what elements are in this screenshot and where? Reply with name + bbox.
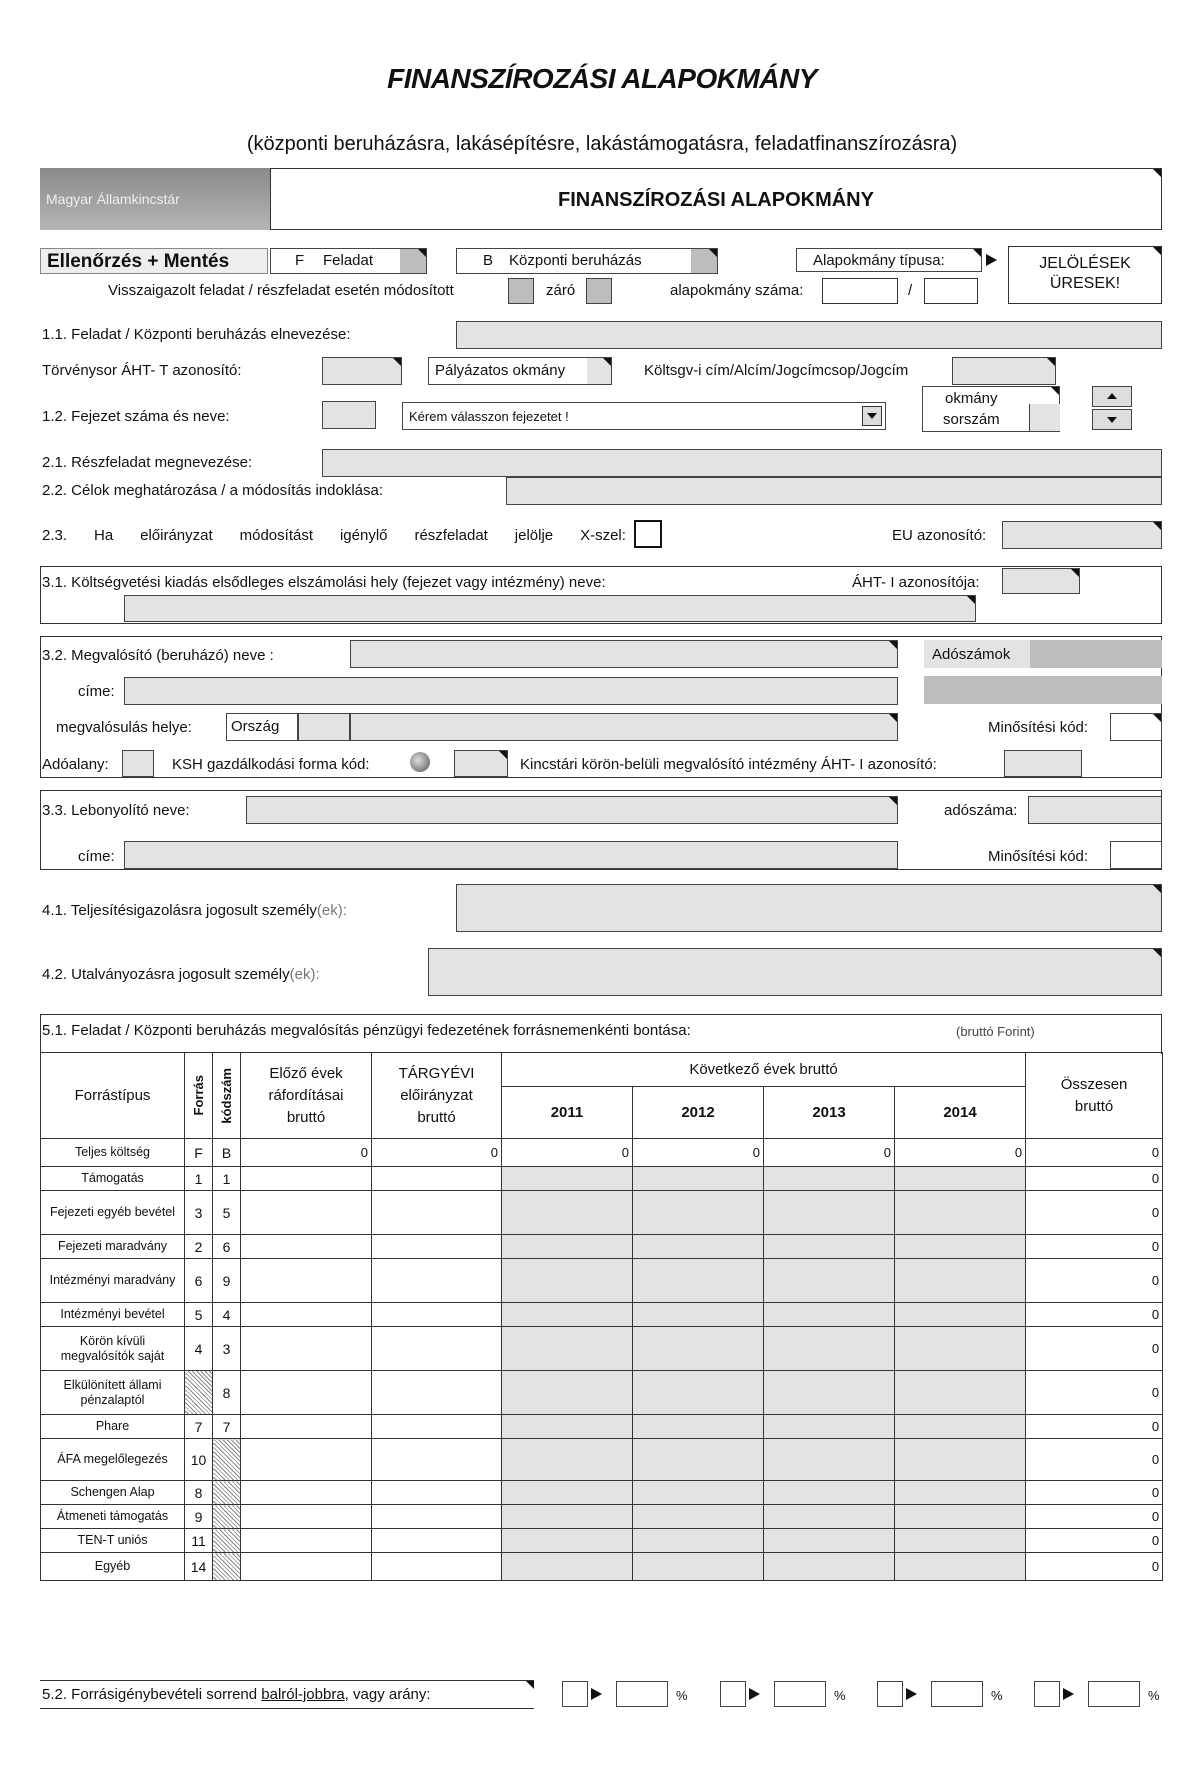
row-label: Támogatás	[41, 1167, 185, 1191]
primary-settlement-label: 3.1. Költségvetési kiadás elsődleges elszámolási hely (fejezet vagy intézmény) neve:	[42, 574, 606, 591]
row-input-cell[interactable]	[895, 1327, 1026, 1371]
row-input-cell[interactable]	[372, 1505, 502, 1529]
manager-qual-code-input[interactable]	[1110, 841, 1162, 869]
manager-label: 3.3. Lebonyolító neve:	[42, 802, 190, 819]
row-input-cell[interactable]	[764, 1505, 895, 1529]
eu-id-label: EU azonosító:	[892, 527, 987, 544]
arrow-right-icon	[591, 1688, 602, 1700]
row-input-cell[interactable]	[633, 1191, 764, 1235]
serial-up-button[interactable]	[1092, 386, 1132, 407]
row-input-cell[interactable]	[241, 1235, 372, 1259]
row-source: F	[185, 1139, 213, 1167]
row-input-cell[interactable]	[764, 1553, 895, 1581]
eu-id-input[interactable]	[1002, 521, 1162, 549]
table-row	[41, 1481, 1163, 1505]
row-input-cell[interactable]	[764, 1259, 895, 1303]
row-input-cell[interactable]	[895, 1303, 1026, 1327]
row-label: Körön kívüli megvalósítók saját	[41, 1327, 185, 1371]
budget-label: Költsgv-i cím/Alcím/Jogcímcsop/Jogcím	[644, 362, 909, 379]
row-input-cell[interactable]	[895, 1259, 1026, 1303]
row-input-cell[interactable]	[895, 1371, 1026, 1415]
doc-number-slash: /	[908, 282, 913, 299]
row-input-cell[interactable]	[895, 1167, 1026, 1191]
marks-empty-line1: JELÖLÉSEK	[1039, 255, 1131, 272]
manager-tax-label: adószáma:	[944, 802, 1018, 819]
row-label: Teljes költség	[41, 1139, 185, 1167]
aht-i-label: ÁHT- I azonosítója:	[852, 574, 980, 591]
row-total-cell: 0	[1026, 1139, 1163, 1167]
row-value-cell: 0	[502, 1139, 633, 1167]
type-feladat-field[interactable]: F Feladat	[270, 248, 427, 274]
row-input-cell[interactable]	[241, 1167, 372, 1191]
col-source-type: Forrástípus	[41, 1053, 185, 1139]
row-label: Schengen Alap	[41, 1481, 185, 1505]
row-input-cell[interactable]	[241, 1529, 372, 1553]
chevron-down-icon[interactable]	[862, 406, 882, 426]
funding-breakdown-label: 5.1. Feladat / Központi beruházás megvalósítás pénzügyi fedezetének forrásnemenkénti bontása:	[42, 1022, 691, 1039]
modification-checkbox[interactable]	[634, 520, 662, 548]
row-total-cell: 0	[1026, 1235, 1163, 1259]
place-input[interactable]	[350, 713, 898, 741]
row-input-cell[interactable]	[372, 1303, 502, 1327]
row-input-cell[interactable]	[502, 1481, 633, 1505]
form-title-box	[270, 168, 1162, 230]
source-order-label: 5.2. Forrásigénybevételi sorrend balról-jobbra, vagy arány:	[42, 1686, 431, 1703]
row-input-cell[interactable]	[372, 1553, 502, 1581]
place-label: megvalósulás helye:	[56, 719, 192, 736]
implementer-address-label: címe:	[78, 683, 115, 700]
subtask-label: 2.1. Részfeladat megnevezése:	[42, 454, 253, 471]
row-input-cell[interactable]	[502, 1505, 633, 1529]
row-code: 4	[213, 1303, 241, 1327]
aht-i-input[interactable]	[1002, 568, 1080, 594]
row-label: Egyéb	[41, 1553, 185, 1581]
implementer-label: 3.2. Megvalósító (beruházó) neve :	[42, 647, 274, 664]
col-current: TÁRGYÉVI előirányzat bruttó	[372, 1053, 502, 1139]
row-input-cell[interactable]	[502, 1439, 633, 1481]
row-source: 8	[185, 1481, 213, 1505]
closing-label: záró	[546, 282, 576, 299]
col-previous: Előző évek ráfordításai bruttó	[241, 1053, 372, 1139]
row-label: Intézményi bevétel	[41, 1303, 185, 1327]
manager-qual-code-label: Minősítési kód:	[988, 848, 1089, 865]
doc-number-label: alapokmány száma:	[670, 282, 804, 299]
row-input-cell[interactable]	[764, 1235, 895, 1259]
row-input-cell[interactable]	[764, 1327, 895, 1371]
row-total-cell: 0	[1026, 1439, 1163, 1481]
modified-checkbox[interactable]	[508, 278, 534, 304]
row-input-cell[interactable]	[372, 1259, 502, 1303]
row-input-cell[interactable]	[241, 1259, 372, 1303]
manager-address-label: címe:	[78, 848, 115, 865]
row-input-cell[interactable]	[764, 1303, 895, 1327]
arrow-right-icon	[906, 1688, 917, 1700]
row-input-cell[interactable]	[372, 1167, 502, 1191]
row-input-cell[interactable]	[633, 1505, 764, 1529]
row-code: 7	[213, 1415, 241, 1439]
order-position-input[interactable]	[877, 1681, 903, 1707]
row-source: 3	[185, 1191, 213, 1235]
row-label: Elkülönített állami pénzalaptól	[41, 1371, 185, 1415]
row-input-cell[interactable]	[241, 1439, 372, 1481]
row-input-cell[interactable]	[895, 1505, 1026, 1529]
row-total-cell: 0	[1026, 1259, 1163, 1303]
row-input-cell[interactable]	[372, 1371, 502, 1415]
order-position-input[interactable]	[562, 1681, 588, 1707]
col-year: 2014	[895, 1087, 1026, 1139]
tax-number-input-1[interactable]	[1030, 640, 1162, 668]
row-input-cell[interactable]	[633, 1529, 764, 1553]
row-input-cell[interactable]	[502, 1191, 633, 1235]
percent-label: %	[991, 1688, 1003, 1703]
row-value-cell: 0	[895, 1139, 1026, 1167]
row-input-cell[interactable]	[633, 1553, 764, 1581]
row-input-cell[interactable]	[372, 1439, 502, 1481]
row-source: 14	[185, 1553, 213, 1581]
row-input-cell[interactable]	[895, 1191, 1026, 1235]
row-source: 10	[185, 1439, 213, 1481]
table-row	[41, 1139, 1163, 1167]
row-input-cell[interactable]	[241, 1191, 372, 1235]
row-input-cell[interactable]	[895, 1235, 1026, 1259]
row-label: Fejezeti egyéb bevétel	[41, 1191, 185, 1235]
globe-icon[interactable]	[410, 752, 430, 772]
subtask-input[interactable]	[322, 449, 1162, 477]
certifier-input[interactable]	[456, 884, 1162, 932]
closing-checkbox[interactable]	[586, 278, 612, 304]
row-label: Intézményi maradvány	[41, 1259, 185, 1303]
row-input-cell[interactable]	[372, 1415, 502, 1439]
row-input-cell[interactable]	[502, 1529, 633, 1553]
row-code	[213, 1481, 241, 1505]
chapter-select[interactable]: Kérem válasszon fejezetet !	[402, 402, 886, 430]
row-input-cell[interactable]	[241, 1415, 372, 1439]
row-input-cell[interactable]	[764, 1439, 895, 1481]
modification-label: 2.3. Ha előirányzat módosítást igénylő részfeladat jelölje X-szel:	[42, 527, 626, 544]
row-input-cell[interactable]	[633, 1327, 764, 1371]
order-ratio-input[interactable]	[774, 1681, 826, 1707]
country-field: Ország	[226, 713, 298, 741]
row-code: B	[213, 1139, 241, 1167]
treasury-input[interactable]	[1004, 750, 1082, 777]
ksh-label: KSH gazdálkodási forma kód:	[172, 756, 370, 773]
col-source: Forrás	[185, 1053, 213, 1139]
percent-label: %	[676, 1688, 688, 1703]
row-code: 1	[213, 1167, 241, 1191]
row-total-cell: 0	[1026, 1553, 1163, 1581]
row-label: ÁFA megelőlegezés	[41, 1439, 185, 1481]
aht-t-input[interactable]	[322, 357, 402, 385]
row-input-cell[interactable]	[633, 1259, 764, 1303]
tender-doc-field[interactable]: Pályázatos okmány	[428, 357, 612, 385]
subtitle: (központi beruházásra, lakásépítésre, lakástámogatásra, feladatfinanszírozásra)	[246, 133, 958, 155]
country-input[interactable]	[298, 713, 350, 741]
budget-input[interactable]	[952, 357, 1056, 385]
row-input-cell[interactable]	[764, 1415, 895, 1439]
row-total-cell: 0	[1026, 1371, 1163, 1415]
row-source: 6	[185, 1259, 213, 1303]
row-code: 6	[213, 1235, 241, 1259]
row-input-cell[interactable]	[502, 1235, 633, 1259]
row-code: 8	[213, 1371, 241, 1415]
tax-numbers-box: Adószámok	[924, 640, 1162, 668]
row-value-cell: 0	[241, 1139, 372, 1167]
chapter-label: 1.2. Fejezet száma és neve:	[42, 408, 230, 425]
row-total-cell: 0	[1026, 1167, 1163, 1191]
marks-empty-box	[1008, 246, 1162, 304]
qual-code-label: Minősítési kód:	[988, 719, 1089, 736]
row-input-cell[interactable]	[895, 1553, 1026, 1581]
row-value-cell: 0	[372, 1139, 502, 1167]
order-ratio-input[interactable]	[616, 1681, 668, 1707]
col-year: 2012	[633, 1087, 764, 1139]
aht-t-label: Törvénysor ÁHT- T azonosító:	[42, 362, 242, 379]
main-title: FINANSZÍROZÁSI ALAPOKMÁNY	[387, 63, 817, 94]
manager-tax-input[interactable]	[1028, 796, 1162, 824]
percent-label: %	[834, 1688, 846, 1703]
type-kozponti-field[interactable]: B Központi beruházás	[456, 248, 718, 274]
row-input-cell[interactable]	[633, 1415, 764, 1439]
order-ratio-input[interactable]	[1088, 1681, 1140, 1707]
row-input-cell[interactable]	[895, 1415, 1026, 1439]
row-input-cell[interactable]	[241, 1303, 372, 1327]
row-input-cell[interactable]	[895, 1529, 1026, 1553]
authorizer-label: 4.2. Utalványozásra jogosult személy(ek):	[42, 966, 320, 983]
doc-type-field: Alapokmány típusa:	[796, 248, 982, 272]
row-input-cell[interactable]	[372, 1191, 502, 1235]
task-name-input[interactable]	[456, 321, 1162, 349]
row-value-cell: 0	[633, 1139, 764, 1167]
serial-down-button[interactable]	[1092, 409, 1132, 430]
row-source: 11	[185, 1529, 213, 1553]
row-code	[213, 1505, 241, 1529]
taxpayer-label: Adóalany:	[42, 756, 109, 773]
row-source: 9	[185, 1505, 213, 1529]
row-input-cell[interactable]	[372, 1529, 502, 1553]
row-total-cell: 0	[1026, 1529, 1163, 1553]
authorizer-input[interactable]	[428, 948, 1162, 996]
logo	[40, 168, 270, 230]
implementer-address-input[interactable]	[124, 677, 898, 705]
row-input-cell[interactable]	[502, 1327, 633, 1371]
row-source	[185, 1371, 213, 1415]
row-input-cell[interactable]	[764, 1371, 895, 1415]
row-input-cell[interactable]	[502, 1259, 633, 1303]
row-input-cell[interactable]	[633, 1235, 764, 1259]
row-label: Átmeneti támogatás	[41, 1505, 185, 1529]
order-position-input[interactable]	[1034, 1681, 1060, 1707]
funding-table	[40, 1052, 1163, 1581]
row-source: 7	[185, 1415, 213, 1439]
row-code: 3	[213, 1327, 241, 1371]
row-input-cell[interactable]	[895, 1439, 1026, 1481]
arrow-right-icon	[1063, 1688, 1074, 1700]
table-row	[41, 1259, 1163, 1303]
table-row	[41, 1303, 1163, 1327]
row-total-cell: 0	[1026, 1415, 1163, 1439]
check-save-button[interactable]: Ellenőrzés + Mentés	[40, 248, 268, 274]
row-input-cell[interactable]	[372, 1327, 502, 1371]
doc-number-field-2[interactable]	[924, 278, 978, 304]
goals-input[interactable]	[506, 477, 1162, 505]
chevron-down-icon	[1107, 417, 1117, 423]
row-input-cell[interactable]	[502, 1303, 633, 1327]
row-input-cell[interactable]	[502, 1371, 633, 1415]
row-total-cell: 0	[1026, 1191, 1163, 1235]
chapter-number-input[interactable]	[322, 401, 376, 429]
row-total-cell: 0	[1026, 1327, 1163, 1371]
table-row	[41, 1529, 1163, 1553]
col-code: kódszám	[213, 1053, 241, 1139]
table-row	[41, 1327, 1163, 1371]
tax-number-input-2[interactable]	[924, 676, 1162, 704]
row-source: 2	[185, 1235, 213, 1259]
manager-input[interactable]	[246, 796, 898, 824]
row-label: TEN-T uniós	[41, 1529, 185, 1553]
certifier-label: 4.1. Teljesítésigazolásra jogosult személy(ek):	[42, 902, 347, 919]
implementer-input[interactable]	[350, 640, 898, 668]
table-row	[41, 1415, 1163, 1439]
arrow-right-icon	[749, 1688, 760, 1700]
qual-code-input[interactable]	[1110, 713, 1162, 741]
treasury-label: Kincstári körön-belüli megvalósító intézmény ÁHT- I azonosító:	[520, 756, 937, 773]
percent-label: %	[1148, 1688, 1160, 1703]
row-input-cell[interactable]	[764, 1191, 895, 1235]
row-input-cell[interactable]	[502, 1553, 633, 1581]
row-total-cell: 0	[1026, 1481, 1163, 1505]
row-input-cell[interactable]	[633, 1303, 764, 1327]
row-input-cell[interactable]	[241, 1505, 372, 1529]
row-input-cell[interactable]	[764, 1481, 895, 1505]
row-value-cell: 0	[764, 1139, 895, 1167]
logo-text: Magyar Államkincstár	[46, 191, 180, 207]
table-row	[41, 1167, 1163, 1191]
row-label: Fejezeti maradvány	[41, 1235, 185, 1259]
table-row	[41, 1371, 1163, 1415]
row-input-cell[interactable]	[372, 1235, 502, 1259]
chevron-up-icon	[1107, 393, 1117, 399]
row-input-cell[interactable]	[633, 1439, 764, 1481]
row-input-cell[interactable]	[502, 1167, 633, 1191]
goals-label: 2.2. Célok meghatározása / a módosítás indoklása:	[42, 482, 384, 499]
doc-serial-input[interactable]	[1029, 404, 1060, 431]
row-code: 9	[213, 1259, 241, 1303]
manager-address-input[interactable]	[124, 841, 898, 869]
row-code	[213, 1439, 241, 1481]
row-input-cell[interactable]	[241, 1553, 372, 1581]
row-label: Phare	[41, 1415, 185, 1439]
table-row	[41, 1553, 1163, 1581]
row-code	[213, 1553, 241, 1581]
row-input-cell[interactable]	[241, 1481, 372, 1505]
col-next-years: Következő évek bruttó	[502, 1053, 1026, 1087]
row-input-cell[interactable]	[502, 1415, 633, 1439]
taxpayer-input[interactable]	[122, 750, 154, 777]
row-input-cell[interactable]	[764, 1529, 895, 1553]
col-year: 2011	[502, 1087, 633, 1139]
row-input-cell[interactable]	[633, 1371, 764, 1415]
form-title: FINANSZÍROZÁSI ALAPOKMÁNY	[558, 189, 874, 211]
row-input-cell[interactable]	[241, 1327, 372, 1371]
primary-settlement-input[interactable]	[124, 595, 976, 622]
ksh-input[interactable]	[454, 750, 508, 777]
row-source: 1	[185, 1167, 213, 1191]
table-row	[41, 1191, 1163, 1235]
order-ratio-input[interactable]	[931, 1681, 983, 1707]
row-input-cell[interactable]	[895, 1481, 1026, 1505]
doc-number-field-1[interactable]	[822, 278, 898, 304]
funding-unit: (bruttó Forint)	[956, 1024, 1035, 1039]
order-position-input[interactable]	[720, 1681, 746, 1707]
task-name-label: 1.1. Feladat / Központi beruházás elnevezése:	[42, 326, 351, 343]
row-total-cell: 0	[1026, 1303, 1163, 1327]
row-input-cell[interactable]	[241, 1371, 372, 1415]
row-code: 5	[213, 1191, 241, 1235]
col-total: Összesen bruttó	[1026, 1053, 1163, 1139]
table-row	[41, 1505, 1163, 1529]
row-input-cell[interactable]	[764, 1167, 895, 1191]
arrow-right-icon	[986, 254, 997, 266]
row-source: 4	[185, 1327, 213, 1371]
returned-text: Visszaigazolt feladat / részfeladat esetén módosított	[108, 282, 454, 299]
row-total-cell: 0	[1026, 1505, 1163, 1529]
doc-serial-box: okmány sorszám	[922, 386, 1060, 432]
marks-empty-line2: ÜRESEK!	[1049, 275, 1121, 292]
row-input-cell[interactable]	[633, 1481, 764, 1505]
row-source: 5	[185, 1303, 213, 1327]
table-row	[41, 1439, 1163, 1481]
col-year: 2013	[764, 1087, 895, 1139]
row-input-cell[interactable]	[372, 1481, 502, 1505]
row-code	[213, 1529, 241, 1553]
table-row	[41, 1235, 1163, 1259]
row-input-cell[interactable]	[633, 1167, 764, 1191]
